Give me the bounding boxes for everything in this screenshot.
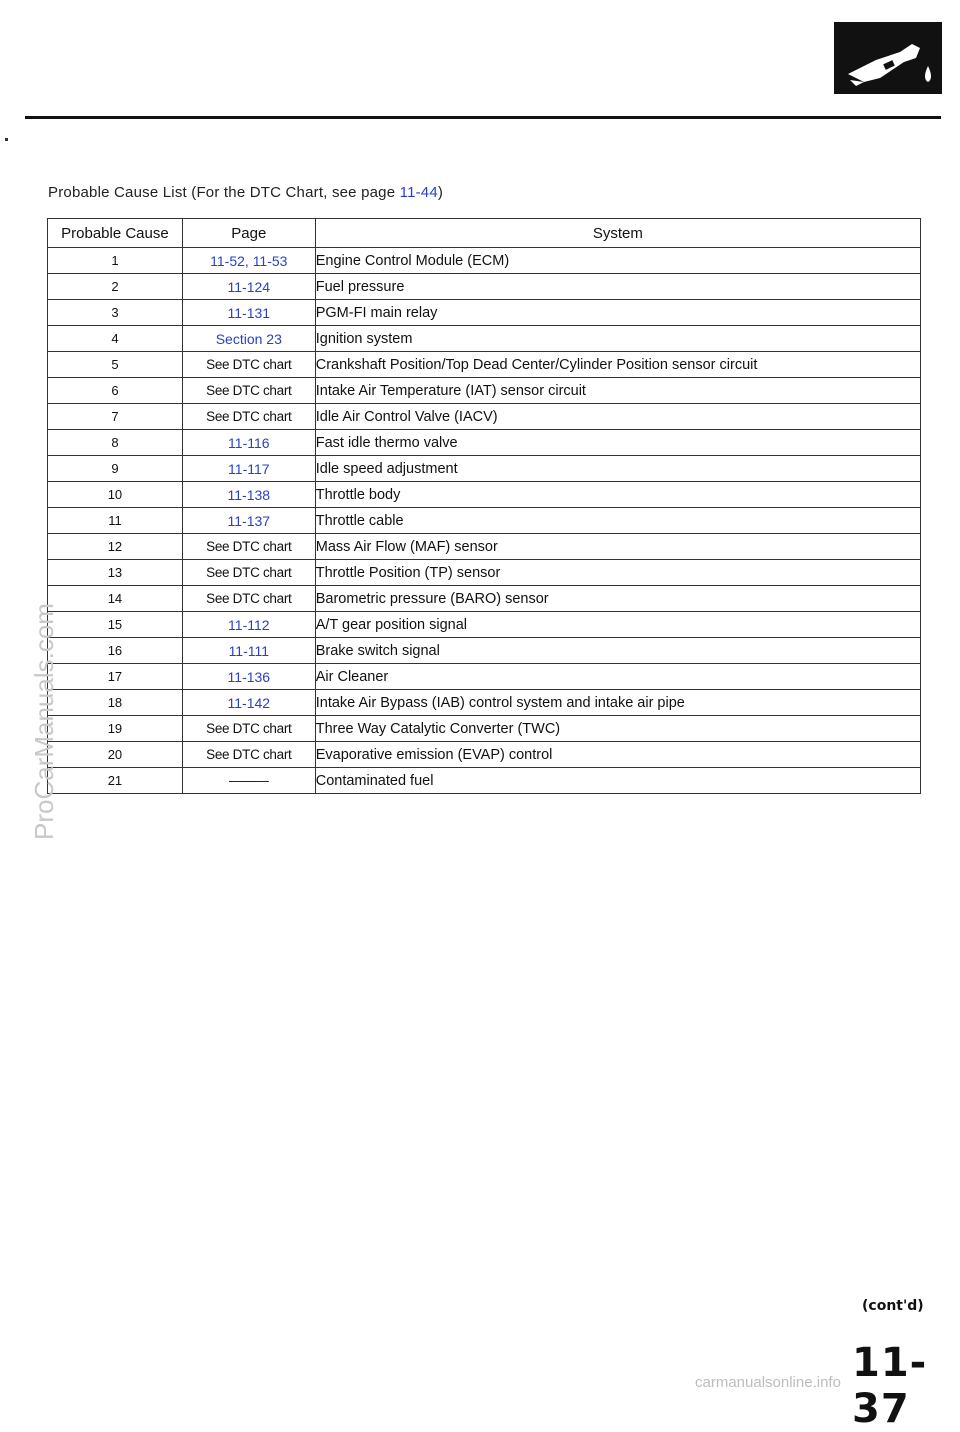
cause-number: 3 <box>48 300 183 326</box>
page-reference: See DTC chart <box>182 742 315 768</box>
table-row <box>48 560 921 586</box>
table-row <box>48 352 921 378</box>
header-system: System <box>315 219 920 248</box>
system-name: Air Cleaner <box>315 664 920 690</box>
caption-prefix: Probable Cause List (For the DTC Chart, see page <box>48 184 400 201</box>
table-row <box>48 664 921 690</box>
cause-number: 18 <box>48 690 183 716</box>
cause-number: 10 <box>48 482 183 508</box>
page-reference: See DTC chart <box>182 560 315 586</box>
table-row <box>48 274 921 300</box>
page-reference[interactable]: 11-112 <box>182 612 315 638</box>
system-name: Three Way Catalytic Converter (TWC) <box>315 716 920 742</box>
site-watermark: carmanualsonline.info <box>695 1374 841 1391</box>
system-name: Intake Air Temperature (IAT) sensor circuit <box>315 378 920 404</box>
caption-suffix: ) <box>437 184 444 201</box>
page-reference[interactable]: 11-136 <box>182 664 315 690</box>
cause-number: 16 <box>48 638 183 664</box>
system-name: Evaporative emission (EVAP) control <box>315 742 920 768</box>
table-row <box>48 638 921 664</box>
page-reference: See DTC chart <box>182 404 315 430</box>
cause-number: 15 <box>48 612 183 638</box>
system-name: Idle speed adjustment <box>315 456 920 482</box>
cause-number: 9 <box>48 456 183 482</box>
table-row <box>48 612 921 638</box>
table-caption <box>48 184 443 201</box>
system-name: Fuel pressure <box>315 274 920 300</box>
caption-page-link[interactable]: 11-44 <box>399 184 438 201</box>
table-row <box>48 508 921 534</box>
page-reference: See DTC chart <box>182 586 315 612</box>
system-name: Intake Air Bypass (IAB) control system and intake air pipe <box>315 690 920 716</box>
page-reference: See DTC chart <box>182 534 315 560</box>
table-row <box>48 482 921 508</box>
system-name: Crankshaft Position/Top Dead Center/Cylinder Position sensor circuit <box>315 352 920 378</box>
cause-number: 14 <box>48 586 183 612</box>
table-row <box>48 690 921 716</box>
system-name: Brake switch signal <box>315 638 920 664</box>
system-name: Mass Air Flow (MAF) sensor <box>315 534 920 560</box>
watermark-text: ProCarManuals.com <box>29 603 59 840</box>
cause-number: 13 <box>48 560 183 586</box>
cause-number: 11 <box>48 508 183 534</box>
table-row <box>48 742 921 768</box>
system-name: Barometric pressure (BARO) sensor <box>315 586 920 612</box>
page-reference[interactable]: 11-137 <box>182 508 315 534</box>
page-reference: See DTC chart <box>182 352 315 378</box>
table-row <box>48 534 921 560</box>
system-name: Ignition system <box>315 326 920 352</box>
cause-number: 4 <box>48 326 183 352</box>
system-name: PGM-FI main relay <box>315 300 920 326</box>
table-row <box>48 404 921 430</box>
page-reference[interactable]: 11-124 <box>182 274 315 300</box>
page-reference[interactable]: Section 23 <box>182 326 315 352</box>
cause-number: 5 <box>48 352 183 378</box>
cause-number: 20 <box>48 742 183 768</box>
table-row <box>48 586 921 612</box>
table-row <box>48 248 921 274</box>
fuel-nozzle-icon <box>834 22 942 94</box>
page-reference: ——— <box>182 768 315 794</box>
system-name: Contaminated fuel <box>315 768 920 794</box>
system-name: Fast idle thermo valve <box>315 430 920 456</box>
system-name: Idle Air Control Valve (IACV) <box>315 404 920 430</box>
table-row <box>48 430 921 456</box>
cause-number: 6 <box>48 378 183 404</box>
system-name: A/T gear position signal <box>315 612 920 638</box>
table-row <box>48 456 921 482</box>
page-reference[interactable]: 11-142 <box>182 690 315 716</box>
cause-number: 21 <box>48 768 183 794</box>
cause-number: 7 <box>48 404 183 430</box>
page-reference: See DTC chart <box>182 378 315 404</box>
cause-number: 12 <box>48 534 183 560</box>
page-reference[interactable]: 11-117 <box>182 456 315 482</box>
system-name: Throttle cable <box>315 508 920 534</box>
header-rule <box>25 116 941 119</box>
cause-number: 19 <box>48 716 183 742</box>
cause-number: 17 <box>48 664 183 690</box>
table-row <box>48 378 921 404</box>
cause-number: 2 <box>48 274 183 300</box>
cause-number: 8 <box>48 430 183 456</box>
header-page: Page <box>182 219 315 248</box>
table-row <box>48 300 921 326</box>
system-name: Throttle body <box>315 482 920 508</box>
page-reference[interactable]: 11-111 <box>182 638 315 664</box>
page-reference[interactable]: 11-52, 11-53 <box>182 248 315 274</box>
page-reference: See DTC chart <box>182 716 315 742</box>
cause-number: 1 <box>48 248 183 274</box>
system-name: Throttle Position (TP) sensor <box>315 560 920 586</box>
system-name: Engine Control Module (ECM) <box>315 248 920 274</box>
header-probable-cause: Probable Cause <box>48 219 183 248</box>
page-number: 11-37 <box>852 1340 928 1432</box>
probable-cause-table <box>47 218 921 794</box>
table-row <box>48 326 921 352</box>
page-reference[interactable]: 11-116 <box>182 430 315 456</box>
page-reference[interactable]: 11-138 <box>182 482 315 508</box>
table-row <box>48 716 921 742</box>
table-row <box>48 768 921 794</box>
table-header-row <box>48 219 921 248</box>
page-reference[interactable]: 11-131 <box>182 300 315 326</box>
scan-speck <box>5 138 8 141</box>
continued-label: (cont'd) <box>862 1298 924 1314</box>
